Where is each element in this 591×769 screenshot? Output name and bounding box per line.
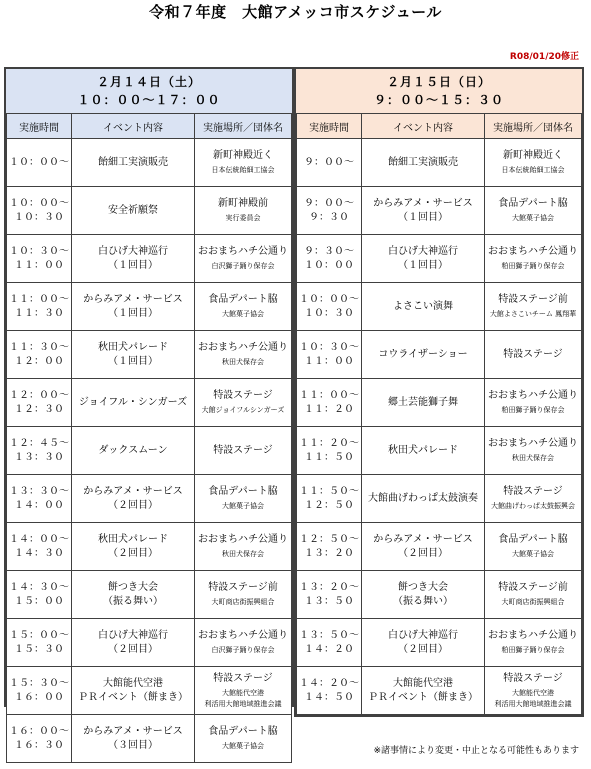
schedule-row — [7, 715, 292, 763]
row-time: ９：００～ — [297, 139, 362, 187]
row-time: １４：２０～ １４：５０ — [297, 667, 362, 715]
header-place: 実施場所／団体名 — [485, 114, 582, 139]
row-place: 新町神殿近く — [503, 150, 563, 161]
row-place-cell — [195, 667, 292, 715]
schedule-row — [7, 139, 292, 187]
row-event: 白ひげ大神巡行 （１回目） — [362, 235, 485, 283]
schedule-row — [7, 379, 292, 427]
row-organizer: 粕田獅子踊り保存会 — [501, 406, 565, 414]
row-organizer: 白沢獅子踊り保存会 — [211, 262, 275, 270]
row-time: １１：５０～ １２：５０ — [297, 475, 362, 523]
day1-rows — [7, 139, 292, 763]
day1-schedule — [4, 67, 294, 751]
day2-header — [296, 69, 582, 113]
day2-date: ２月１５日（日） — [386, 75, 491, 89]
row-place-cell — [195, 139, 292, 187]
row-organizer: 大館菓子協会 — [222, 310, 264, 318]
row-event: 白ひげ大神巡行 （２回目） — [362, 619, 485, 667]
header-time: 実施時間 — [7, 114, 72, 139]
row-organizer: 大館菓子協会 — [512, 550, 554, 558]
row-event: 白ひげ大神巡行 （１回目） — [72, 235, 195, 283]
row-place-cell — [485, 667, 582, 715]
row-place-cell — [485, 427, 582, 475]
row-place: おおまちハチ公通り — [198, 342, 288, 353]
row-time: １１：００～ １１：２０ — [297, 379, 362, 427]
row-place: おおまちハチ公通り — [488, 246, 578, 257]
row-time: ９：３０～ １０：００ — [297, 235, 362, 283]
row-place-cell — [195, 427, 292, 475]
day2-hours: ９：００～１５：３０ — [373, 93, 504, 107]
row-time: １０：００～ １０：３０ — [7, 187, 72, 235]
row-place: 食品デパート脇 — [208, 486, 278, 497]
row-time: １４：００～ １４：３０ — [7, 523, 72, 571]
row-event: 餅つき大会 （振る舞い） — [362, 571, 485, 619]
day2-rows — [297, 139, 582, 715]
row-event: からみアメ・サービス （１回目） — [72, 283, 195, 331]
row-event: 大館能代空港 ＰＲイベント（餅まき） — [362, 667, 485, 715]
row-time: １０：３０～ １１：００ — [7, 235, 72, 283]
row-place-cell — [485, 187, 582, 235]
row-place: おおまちハチ公通り — [198, 246, 288, 257]
row-time: １４：３０～ １５：００ — [7, 571, 72, 619]
schedule-row — [297, 571, 582, 619]
row-organizer: 実行委員会 — [225, 214, 261, 222]
row-place: おおまちハチ公通り — [488, 438, 578, 449]
row-place-cell — [485, 283, 582, 331]
row-time: １５：３０～ １６：００ — [7, 667, 72, 715]
row-time: １０：００～ １０：３０ — [297, 283, 362, 331]
row-time: １１：２０～ １１：５０ — [297, 427, 362, 475]
schedule-row — [297, 523, 582, 571]
row-place-cell — [195, 475, 292, 523]
row-time: １２：５０～ １３：２０ — [297, 523, 362, 571]
schedule-row — [7, 427, 292, 475]
day1-date: ２月１４日（土） — [96, 75, 201, 89]
row-place: 特設ステージ — [213, 444, 273, 456]
row-place: おおまちハチ公通り — [488, 630, 578, 641]
row-event: 大館能代空港 ＰＲイベント（餅まき） — [72, 667, 195, 715]
row-event: 郷土芸能獅子舞 — [362, 379, 485, 427]
schedule-row — [297, 139, 582, 187]
row-place: 特設ステージ前 — [498, 294, 568, 305]
schedule-row — [297, 475, 582, 523]
row-place-cell — [195, 619, 292, 667]
schedule-row — [7, 571, 292, 619]
row-place: 特設ステージ — [213, 672, 273, 684]
row-event: ジョイフル・シンガーズ — [72, 379, 195, 427]
row-event: 餅つき大会 （振る舞い） — [72, 571, 195, 619]
header-place: 実施場所／団体名 — [195, 114, 292, 139]
row-time: １６：００～ １６：３０ — [7, 715, 72, 763]
row-place-cell — [195, 523, 292, 571]
page-title: 令和７年度 大館アメッコ市スケジュール — [149, 3, 442, 21]
row-place: 食品デパート脇 — [208, 294, 278, 305]
row-event: 秋田犬パレード （２回目） — [72, 523, 195, 571]
row-place-cell — [485, 331, 582, 379]
row-place: 食品デパート脇 — [498, 534, 568, 545]
schedule-row — [297, 235, 582, 283]
schedule-row — [7, 187, 292, 235]
row-time: ９：００～ ９：３０ — [297, 187, 362, 235]
row-place: 特設ステージ前 — [498, 582, 568, 593]
schedule-row — [297, 379, 582, 427]
revision-date: R08/01/20修正 — [509, 52, 579, 62]
row-place-cell — [195, 235, 292, 283]
row-place-cell — [195, 187, 292, 235]
schedule-row — [297, 331, 582, 379]
row-organizer: 大館能代空港 利活用大館地域推進会議 — [494, 688, 572, 708]
schedule-row — [297, 187, 582, 235]
schedule-row — [297, 283, 582, 331]
row-place: おおまちハチ公通り — [198, 534, 288, 545]
row-organizer: 秋田犬保存会 — [222, 358, 264, 366]
row-place: 新町神殿近く — [213, 150, 273, 161]
row-time: １２：４５～ １３：３０ — [7, 427, 72, 475]
row-place: 食品デパート脇 — [498, 198, 568, 209]
schedule-row — [7, 235, 292, 283]
row-organizer: 秋田犬保存会 — [222, 550, 264, 558]
row-organizer: 大館能代空港 利活用大館地域推進会議 — [204, 688, 282, 708]
row-event: からみアメ・サービス （２回目） — [72, 475, 195, 523]
row-organizer: 大町商店街振興組合 — [501, 598, 565, 606]
row-event: からみアメ・サービス （１回目） — [362, 187, 485, 235]
row-organizer: 大館よさこいチーム 鳳翔華 — [489, 310, 577, 318]
row-place: おおまちハチ公通り — [488, 390, 578, 401]
row-event: 飴細工実演販売 — [362, 139, 485, 187]
row-place-cell — [485, 619, 582, 667]
row-event: 秋田犬パレード — [362, 427, 485, 475]
row-time: １５：００～ １５：３０ — [7, 619, 72, 667]
row-time: １１：００～ １１：３０ — [7, 283, 72, 331]
row-organizer: 粕田獅子踊り保存会 — [501, 646, 565, 654]
day1-table — [6, 113, 292, 763]
schedule-row — [7, 619, 292, 667]
row-place-cell — [485, 379, 582, 427]
row-organizer: 大館曲げわっぱ太鼓振興会 — [491, 502, 575, 510]
day2-schedule — [294, 67, 584, 717]
row-time: １３：３０～ １４：００ — [7, 475, 72, 523]
row-place-cell — [485, 235, 582, 283]
schedule-row — [297, 619, 582, 667]
row-place: 特設ステージ — [503, 672, 563, 684]
row-event: 飴細工実演販売 — [72, 139, 195, 187]
row-organizer: 白沢獅子踊り保存会 — [211, 646, 275, 654]
row-event: ダックスムーン — [72, 427, 195, 475]
row-place-cell — [195, 283, 292, 331]
row-event: 秋田犬パレード （１回目） — [72, 331, 195, 379]
schedule-row — [7, 475, 292, 523]
row-event: 大館曲げわっぱ太鼓演奏 — [362, 475, 485, 523]
row-place: 特設ステージ — [213, 390, 273, 401]
row-organizer: 大町商店街振興組合 — [211, 598, 275, 606]
row-time: １２：００～ １２：３０ — [7, 379, 72, 427]
row-event: 白ひげ大神巡行 （２回目） — [72, 619, 195, 667]
row-place: 新町神殿前 — [218, 198, 268, 209]
row-place: 特設ステージ — [503, 486, 563, 497]
row-place-cell — [195, 379, 292, 427]
row-place-cell — [485, 571, 582, 619]
day1-header — [6, 69, 292, 113]
row-place: 食品デパート脇 — [208, 726, 278, 737]
row-time: １０：３０～ １１：００ — [297, 331, 362, 379]
row-time: １１：３０～ １２：００ — [7, 331, 72, 379]
row-time: １３：５０～ １４：２０ — [297, 619, 362, 667]
row-time: １０：００～ — [7, 139, 72, 187]
disclaimer-note: ※諸事情により変更・中止となる可能性もあります — [373, 746, 579, 756]
schedule-row — [7, 667, 292, 715]
row-place-cell — [485, 475, 582, 523]
row-place: おおまちハチ公通り — [198, 630, 288, 641]
row-organizer: 大館ジョイフルシンガーズ — [201, 406, 285, 414]
schedule-row — [297, 427, 582, 475]
row-event: からみアメ・サービス （２回目） — [362, 523, 485, 571]
schedule-row — [7, 331, 292, 379]
header-event: イベント内容 — [72, 114, 195, 139]
schedule-row — [7, 283, 292, 331]
row-place: 特設ステージ — [503, 348, 563, 360]
header-time: 実施時間 — [297, 114, 362, 139]
row-organizer: 日本伝統飴細工協会 — [501, 166, 565, 174]
row-event: からみアメ・サービス （３回目） — [72, 715, 195, 763]
day2-table — [296, 113, 582, 715]
row-time: １３：２０～ １３：５０ — [297, 571, 362, 619]
row-organizer: 秋田犬保存会 — [512, 454, 554, 462]
row-organizer: 日本伝統飴細工協会 — [211, 166, 275, 174]
schedule-row — [297, 667, 582, 715]
row-place-cell — [485, 523, 582, 571]
row-organizer: 大館菓子協会 — [222, 742, 264, 750]
row-event: コウライザーショー — [362, 331, 485, 379]
header-event: イベント内容 — [362, 114, 485, 139]
row-place-cell — [195, 331, 292, 379]
row-event: よさこい演舞 — [362, 283, 485, 331]
row-organizer: 大館菓子協会 — [222, 502, 264, 510]
row-place-cell — [485, 139, 582, 187]
row-place-cell — [195, 715, 292, 763]
row-place: 特設ステージ前 — [208, 582, 278, 593]
row-place-cell — [195, 571, 292, 619]
row-organizer: 粕田獅子踊り保存会 — [501, 262, 565, 270]
schedule-row — [7, 523, 292, 571]
day1-hours: １０：００～１７：００ — [77, 93, 221, 107]
row-organizer: 大館菓子協会 — [512, 214, 554, 222]
row-event: 安全祈願祭 — [72, 187, 195, 235]
